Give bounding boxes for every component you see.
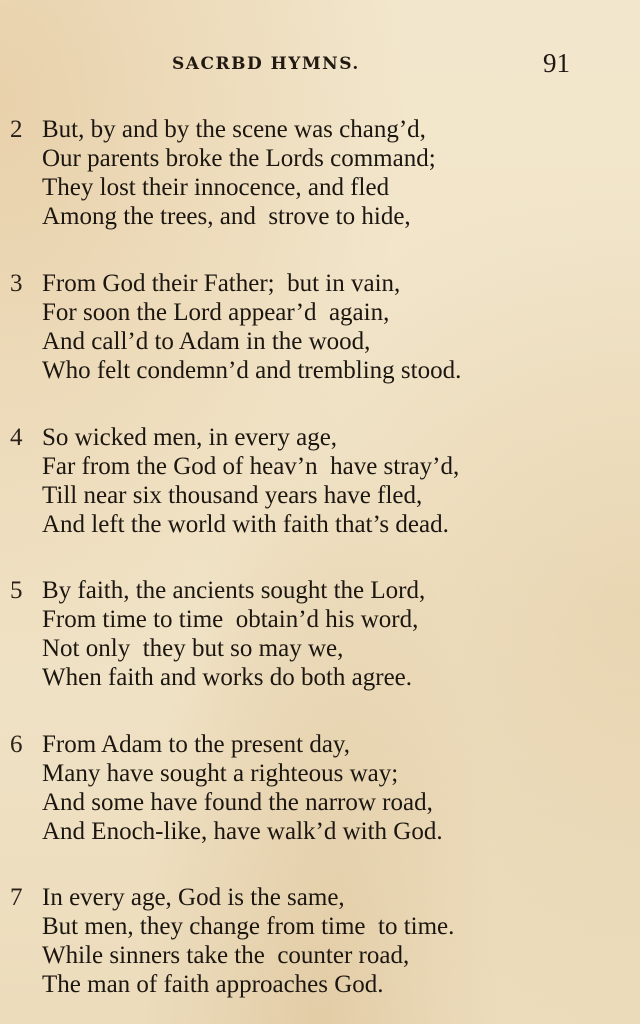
verse-line: By faith, the ancients sought the Lord, [42, 577, 426, 604]
verse-line: From time to time obtain’d his word, [42, 606, 419, 633]
verse-line: Among the trees, and strove to hide, [42, 203, 411, 230]
verse-line: Who felt condemn’d and trembling stood. [42, 357, 462, 384]
verse-line: And call’d to Adam in the wood, [42, 328, 371, 355]
verse-line: They lost their innocence, and fled [42, 174, 390, 201]
verse-line: For soon the Lord appear’d again, [42, 299, 390, 326]
verse-line: So wicked men, in every age, [42, 424, 338, 451]
verse-line: And left the world with faith that’s dead. [42, 511, 449, 538]
stanza-number: 7 [10, 884, 23, 911]
verse-line: Far from the God of heav’n have stray’d, [42, 453, 460, 480]
verse-line: But men, they change from time to time. [42, 913, 455, 940]
verse-line: Till near six thousand years have fled, [42, 482, 423, 509]
verse-line: In every age, God is the same, [42, 884, 345, 911]
verse-line: Many have sought a righteous way; [42, 760, 399, 787]
running-head [0, 48, 640, 80]
verse-line: Not only they but so may we, [42, 635, 344, 662]
verse-line: But, by and by the scene was chang’d, [42, 116, 426, 143]
stanza-number: 6 [10, 731, 23, 758]
running-title: SACRBD HYMNS. [172, 54, 360, 74]
stanza-number: 2 [10, 116, 23, 143]
verse-line: From God their Father; but in vain, [42, 270, 401, 297]
stanza-number: 4 [10, 424, 23, 451]
verse-line: Our parents broke the Lords command; [42, 145, 436, 172]
verse-line: When faith and works do both agree. [42, 664, 413, 691]
page-number: 91 [543, 48, 570, 78]
stanza-number: 3 [10, 270, 23, 297]
verse-line: And Enoch-like, have walk’d with God. [42, 818, 443, 845]
verse-line: While sinners take the counter road, [42, 942, 410, 969]
verse-line: The man of faith approaches God. [42, 971, 384, 998]
verse-line: And some have found the narrow road, [42, 789, 433, 816]
stanza-number: 5 [10, 577, 23, 604]
verse-line: From Adam to the present day, [42, 731, 351, 758]
